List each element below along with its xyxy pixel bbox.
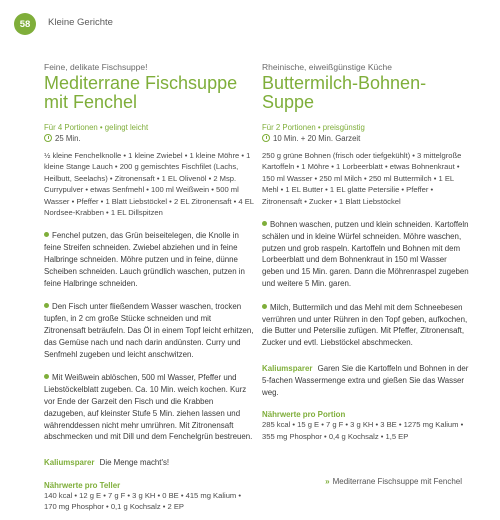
recipe-title-line-1: Mediterrane Fischsuppe bbox=[44, 73, 238, 93]
kalium-tip bbox=[262, 363, 470, 398]
bullet-icon bbox=[44, 232, 49, 237]
bullet-icon bbox=[44, 374, 49, 379]
recipe-title: Buttermilch-Bohnen-Suppe bbox=[262, 73, 427, 112]
tip-label: Kaliumsparer bbox=[44, 458, 95, 468]
tip-label: Kaliumsparer bbox=[262, 364, 313, 373]
recipe-title bbox=[44, 74, 254, 112]
kalium-tip bbox=[44, 457, 254, 469]
recipe-bohnensuppe bbox=[262, 62, 470, 442]
recipe-step bbox=[44, 301, 254, 360]
nutrition-heading: Nährwerte pro Portion bbox=[262, 410, 346, 420]
step-text: Mit Weißwein ablöschen, 500 ml Wasser, Pfeffer und Liebstöckelblatt zugeben. Ca. 10 Min. weich kochen. Kurz vor Ende der Garzeit den Fisch und die Krabben dazugeben, auf kleinster Stufe 5 Min. ziehen lassen und währenddessen nicht mehr umrühren. Mit Zitronensaft abschmecken und mit Dill und dem Fenchelgrün bestreuen. bbox=[44, 373, 253, 442]
recipe-time: 10 Min. + 20 Min. Garzeit bbox=[273, 134, 361, 143]
bullet-icon bbox=[262, 304, 267, 309]
step-text: Bohnen waschen, putzen und klein schneiden. Kartoffeln schälen und in kleine Würfel schneiden. Möhre waschen, putzen und grob raspeln. Kartoffeln und Bohnen mit dem Lorbeerblatt und dem Bohnenkraut in 150 ml Wasser geben und 15 Min. garen. Dann die Möhrenraspel zugeben und weitere 5 Min. garen. bbox=[262, 220, 469, 289]
recipe-step bbox=[44, 372, 254, 443]
recipe-fischsuppe bbox=[44, 62, 254, 513]
recipe-step bbox=[262, 302, 470, 349]
recipe-servings: Für 2 Portionen • preisgünstig bbox=[262, 123, 365, 132]
double-chevron-right-icon: » bbox=[325, 477, 330, 486]
cross-reference-label: Mediterrane Fischsuppe mit Fenchel bbox=[332, 477, 462, 486]
step-text: Fenchel putzen, das Grün beiseitelegen, die Knolle in feine Streifen schneiden. Zwiebel abziehen und in feine Halbringe schneiden. Möhre putzen und in feine, dünne Scheiben schneiden. Lauch gründlich waschen, putzen in feine Halbringe schneiden. bbox=[44, 231, 245, 288]
recipe-step bbox=[44, 230, 254, 289]
nutrition-values: 140 kcal • 12 g E • 7 g F • 3 g KH • 0 BE • 415 mg Kalium • 170 mg Phosphor • 0,1 g Kochsalz • 2 EP bbox=[44, 490, 242, 512]
recipe-servings: Für 4 Portionen • gelingt leicht bbox=[44, 123, 149, 132]
tip-text: Garen Sie die Kartoffeln und Bohnen in der 5-fachen Wassermenge extra und gießen Sie das Wasser weg. bbox=[262, 364, 469, 397]
recipe-ingredients: 250 g grüne Bohnen (frisch oder tiefgekühlt) • 3 mittelgroße Kartoffeln • 1 Möhre • 1 Lorbeerblatt • etwas Bohnenkraut • 150 ml Wasser • 250 ml Milch • 250 ml Buttermilch • 1 EL Mehl • 1 EL Butter • 1 EL glatte Petersilie • Pfeffer • Zitronensaft • Zucker • 1 Blatt Liebstöckel bbox=[262, 151, 462, 206]
recipe-time-row bbox=[44, 133, 254, 144]
bullet-icon bbox=[262, 221, 267, 226]
clock-icon bbox=[44, 134, 52, 142]
clock-icon bbox=[262, 134, 270, 142]
recipe-time: 25 Min. bbox=[55, 134, 81, 143]
recipe-step bbox=[262, 219, 470, 290]
recipe-kicker: Rheinische, eiweißgünstige Küche bbox=[262, 62, 392, 72]
step-text: Den Fisch unter fließendem Wasser waschen, trocken tupfen, in 2 cm große Stücke schneiden und mit Zitronensaft beträufeln. Das Öl in einem Topf leicht erhitzen, das Gemüse nach und nach darin andünsten. Curry und Senfmehl zugeben und leicht anschwitzen. bbox=[44, 302, 254, 359]
tip-text: Die Menge macht's! bbox=[99, 458, 170, 468]
section-title: Kleine Gerichte bbox=[48, 17, 113, 28]
page-header bbox=[0, 0, 500, 38]
page-number-badge: 58 bbox=[14, 13, 36, 35]
step-text: Milch, Buttermilch und das Mehl mit dem Schneebesen verrühren und unter Rühren in den Topf geben, aufkochen, die Butter und Petersilie zufügen. Mit Pfeffer, Zitronensaft, Zucker und evtl. Liebstöckel abschmecken. bbox=[262, 302, 468, 348]
nutrition-values: 285 kcal • 15 g E • 7 g F • 3 g KH • 3 BE • 1275 mg Kalium • 355 mg Phosphor • 0,4 g Kochsalz • 1,5 EP bbox=[262, 420, 464, 441]
recipe-cross-reference-link[interactable] bbox=[325, 477, 462, 486]
recipe-kicker: Feine, delikate Fischsuppe! bbox=[44, 62, 148, 72]
recipe-title-line-2: mit Fenchel bbox=[44, 92, 138, 112]
nutrition-heading: Nährwerte pro Teller bbox=[44, 480, 121, 490]
bullet-icon bbox=[44, 303, 49, 308]
recipe-ingredients: ½ kleine Fenchelknolle • 1 kleine Zwiebel • 1 kleine Möhre • 1 kleine Stange Lauch • 200 g gemischtes Fischfilet (Lachs, Heilbutt, Seelachs) • Zitronensaft • 1 EL Olivenöl • 2 Msp. Currypulver • etwas Senfmehl • 100 ml Weißwein • 500 ml Wasser • Pfeffer • 1 Blatt Liebstöckel • 2 EL Zitronensaft • 4 EL Nordsee-Krabben • 1 EL Dillspitzen bbox=[44, 151, 254, 218]
recipe-time-row bbox=[262, 133, 470, 144]
